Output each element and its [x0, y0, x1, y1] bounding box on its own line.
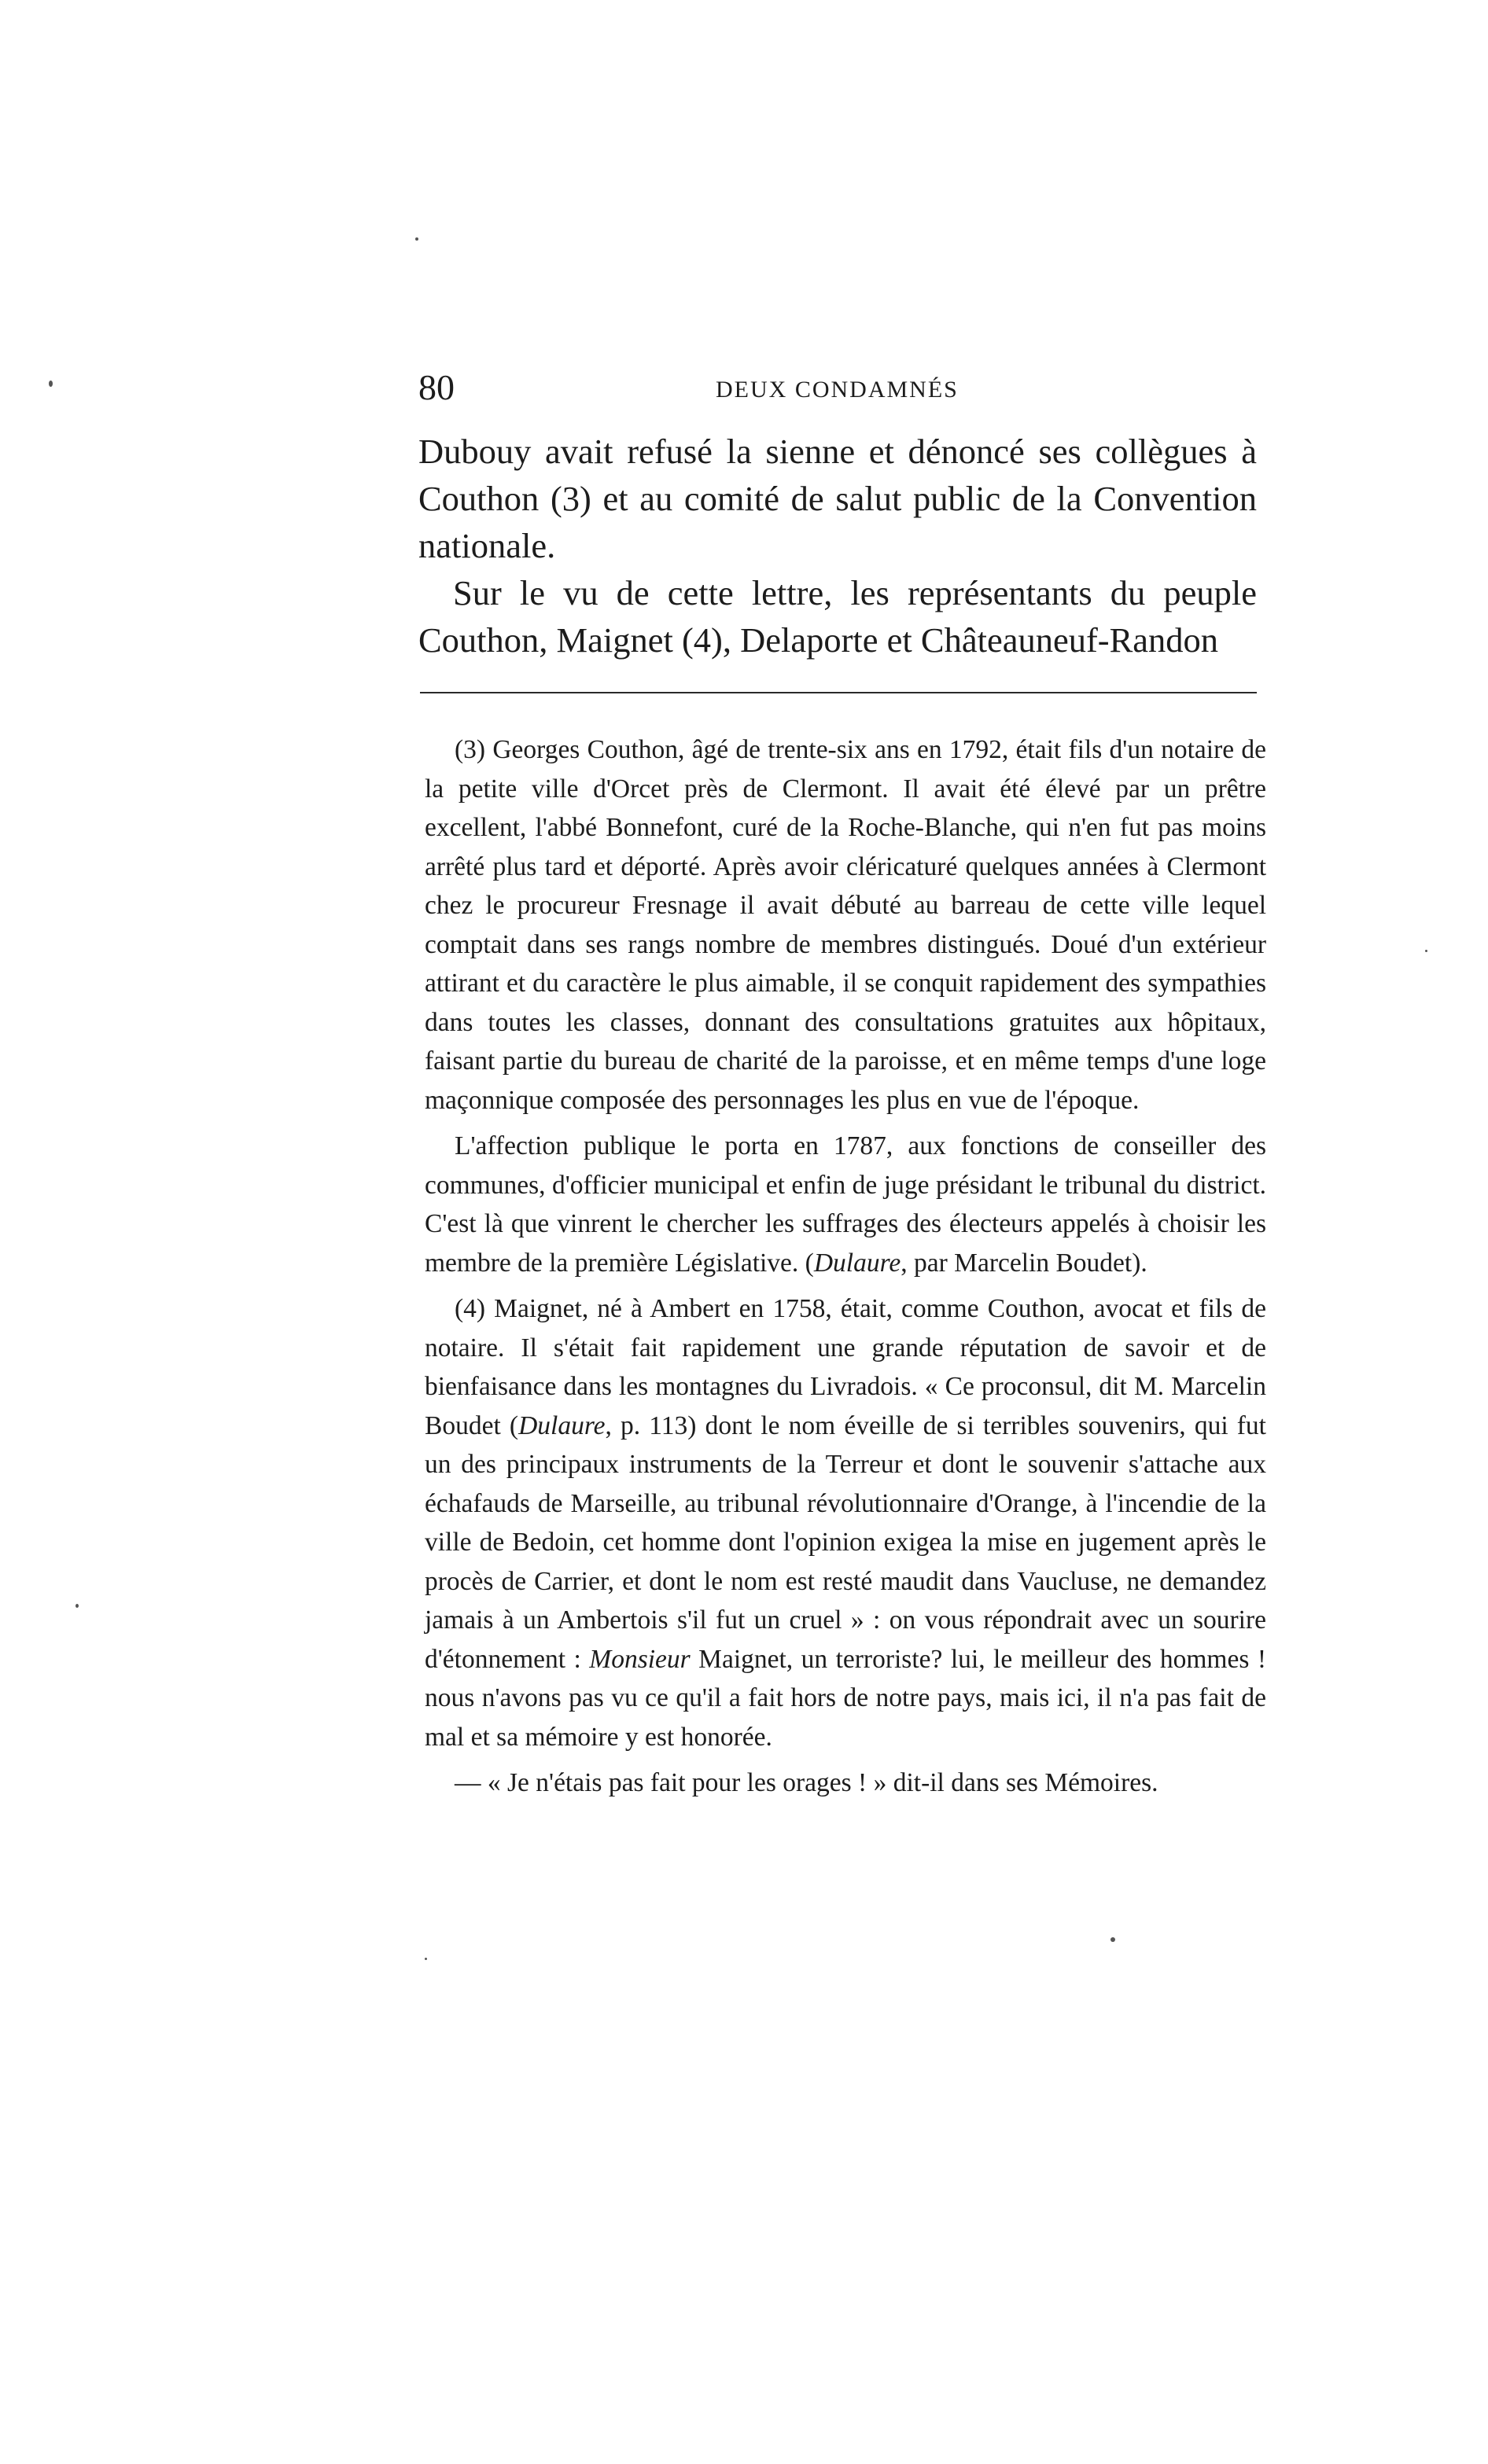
- footnote-4: [425, 1289, 1266, 1756]
- scan-speck: [415, 237, 418, 241]
- footnote-rule: [420, 692, 1257, 693]
- body-paragraph: Sur le vu de cette lettre, les représentants du peuple Couthon, Maignet (4), Delaporte et Châteauneuf-Randon: [418, 573, 1257, 660]
- scan-speck: [425, 1958, 427, 1960]
- footnote-text: Maignet, un terroriste? lui, le meilleur des hommes ! nous n'avons pas vu ce qu'il a fait hors de notre pays, mais ici, il n'a pas fait de mal et sa mémoire y est honorée.: [425, 1644, 1267, 1752]
- book-title: Dulaure: [518, 1410, 606, 1440]
- page-number: 80: [418, 367, 455, 407]
- footnote-text: (4) Maignet, né à Ambert en 1758, était, comme Couthon, avocat et fils de notaire. Il s'était fait rapidement une grande réputation de savoir et de bienfaisance dans les montagnes du Livradois. « Ce proconsul, dit M. Marcelin Boudet (: [425, 1294, 1266, 1440]
- footnote-3: (3) Georges Couthon, âgé de trente-six ans en 1792, était fils d'un notaire de la petite ville d'Orcet près de Clermont. Il avait été élevé par un prêtre excellent, l'abbé Bonnefont, curé de la Roche-Blanche, qui n'en fut pas moins arrêté plus tard et déporté. Après avoir cléricaturé quelques années à Clermont chez le procureur Fresnage il avait débuté au barreau de cette ville lequel comptait dans ses rangs nombre de membres distingués. Doué d'un extérieur attirant et du caractère le plus aimable, il se conquit rapidement des sympathies dans toutes les classes, donnant des consultations gratuites aux hôpitaux, faisant partie du bureau de charité de la paroisse, et en même temps d'une loge maçonnique composée des personnages les plus en vue de l'époque.: [425, 735, 1266, 1115]
- scan-speck: [49, 381, 53, 387]
- footnote-text: , par Marcelin Boudet).: [901, 1248, 1147, 1278]
- footnote-text: L'affection publique le porta en 1787, aux fonctions de conseiller des communes, d'officier municipal et enfin de juge présidant le tribunal du district. C'est là que vinrent le chercher les suffrages des électeurs appelés à choisir les membre de la première Législative. (: [425, 1131, 1266, 1278]
- scan-speck: [1425, 950, 1427, 952]
- scan-speck: [1110, 1937, 1115, 1942]
- emphasis: Monsieur: [589, 1644, 691, 1674]
- book-title: Dulaure: [813, 1248, 901, 1278]
- scan-speck: [76, 1604, 79, 1608]
- footnote-text: , p. 113) dont le nom éveille de si terribles souvenirs, qui fut un des principaux instruments de la Terreur et dont le souvenir s'attache aux échafauds de Marseille, au tribunal révolutionnaire d'Orange, à l'incendie de la ville de Bedoin, cet homme dont l'opinion exigea la mise en jugement après le procès de Carrier, et dont le nom est resté maudit dans Vaucluse, ne demandez jamais à un Ambertois s'il fut un cruel » : on vous répondrait avec un sourire d'étonnement :: [425, 1410, 1266, 1674]
- footnote-3-continued: [425, 1127, 1266, 1282]
- footnote-4-quote: — « Je n'étais pas fait pour les orages ! » dit-il dans ses Mémoires.: [455, 1768, 1158, 1797]
- body-paragraph: Dubouy avait refusé la sienne et dénoncé ses collègues à Couthon (3) et au comité de salut public de la Convention nationale.: [418, 432, 1257, 565]
- main-text: [418, 428, 1257, 664]
- running-title: DEUX CONDAMNÉS: [716, 377, 959, 403]
- footnotes: [425, 730, 1266, 1803]
